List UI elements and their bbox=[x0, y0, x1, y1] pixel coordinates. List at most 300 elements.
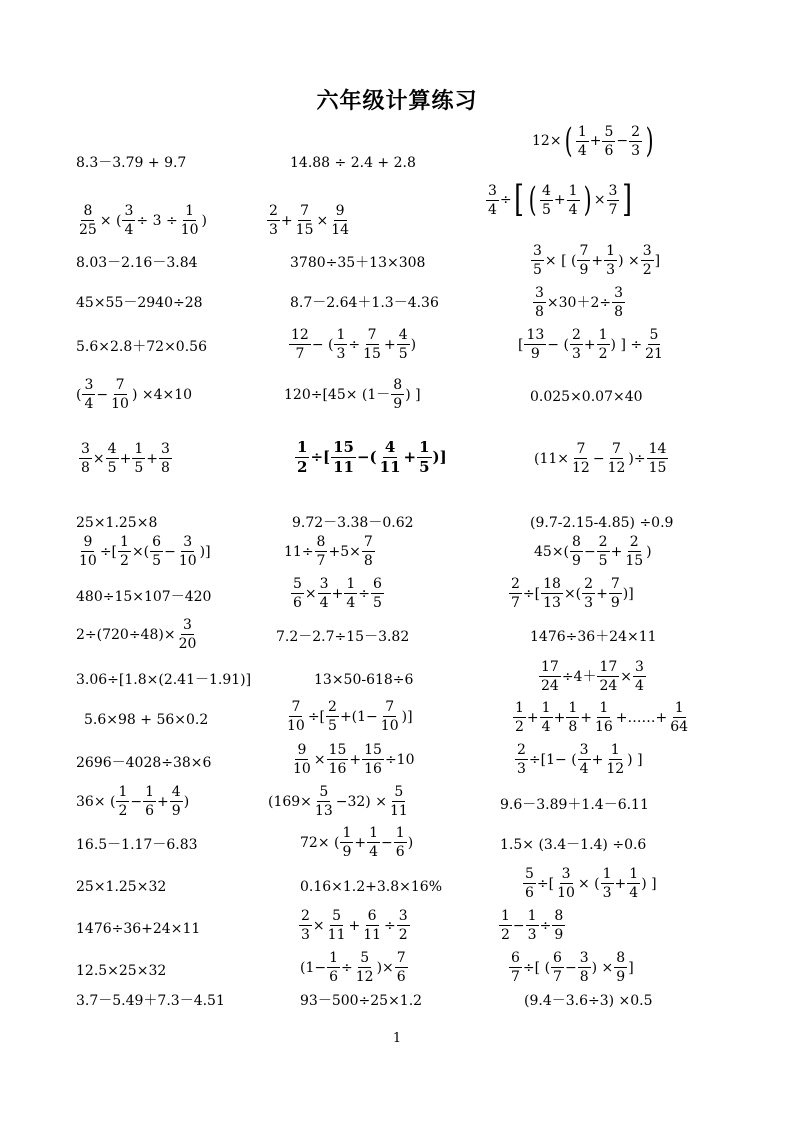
expr-text: ] bbox=[628, 959, 634, 976]
fraction bbox=[267, 204, 280, 237]
numerator: 1 bbox=[577, 123, 587, 140]
expr-text: (11× bbox=[534, 450, 570, 467]
expr-text: ) bbox=[201, 212, 207, 229]
numerator: 3 bbox=[84, 377, 94, 393]
fraction bbox=[524, 328, 546, 361]
fraction bbox=[82, 378, 95, 411]
problem-r7c3 bbox=[534, 442, 669, 475]
fraction bbox=[533, 286, 546, 319]
expr-text: + bbox=[349, 751, 362, 768]
operator: − bbox=[616, 133, 629, 149]
expr-text: × bbox=[316, 212, 329, 229]
expr-text: +……+ bbox=[615, 709, 668, 726]
expr-text: ÷[1− ( bbox=[528, 751, 577, 768]
fraction bbox=[668, 701, 690, 734]
expr-text: 11÷ bbox=[284, 543, 314, 560]
problem-r8c1: 25×1.25×8 bbox=[76, 515, 158, 531]
operator: + bbox=[589, 133, 602, 149]
problem-r1c3 bbox=[532, 121, 656, 161]
fraction bbox=[361, 328, 383, 361]
problem-r9c2 bbox=[284, 535, 376, 568]
problem-r14c1: 2696－4028÷38×6 bbox=[76, 755, 212, 771]
problem-r17c2: 0.16×1.2+3.8×16% bbox=[300, 879, 443, 895]
denominator: 7 bbox=[295, 346, 305, 362]
denominator: 6 bbox=[604, 142, 614, 159]
denominator: 4 bbox=[319, 595, 329, 611]
expr-text: + bbox=[591, 252, 604, 269]
fraction bbox=[523, 867, 536, 900]
numerator: 7 bbox=[363, 534, 373, 550]
fraction bbox=[601, 867, 614, 900]
fraction bbox=[627, 867, 640, 900]
fraction bbox=[289, 328, 311, 361]
denominator: 5 bbox=[598, 553, 608, 569]
problem-r20c1: 3.7－5.49＋7.3－4.51 bbox=[76, 993, 225, 1009]
expr-text: − bbox=[592, 450, 605, 467]
denominator: 21 bbox=[645, 346, 663, 362]
denominator: 7 bbox=[316, 553, 326, 569]
expr-text: × bbox=[620, 668, 633, 685]
denominator: 5 bbox=[541, 201, 551, 218]
denominator: 4 bbox=[568, 201, 578, 218]
denominator: 3 bbox=[336, 346, 346, 362]
problem-r2c1 bbox=[76, 204, 207, 237]
fraction bbox=[77, 204, 99, 237]
fraction bbox=[388, 785, 410, 818]
open-paren: ( bbox=[564, 121, 573, 161]
fraction bbox=[499, 909, 512, 942]
denominator: 4 bbox=[369, 844, 379, 860]
numerator: 7 bbox=[367, 327, 377, 343]
problem-r5c1: 5.6×2.8＋72×0.56 bbox=[76, 339, 207, 355]
expr-text: + bbox=[580, 709, 592, 726]
fraction bbox=[299, 909, 312, 942]
problem-r5c3 bbox=[518, 328, 666, 361]
expr-text: )] bbox=[432, 448, 447, 466]
expr-text: )] bbox=[622, 585, 634, 602]
expr-text: ÷ bbox=[358, 585, 370, 602]
fraction bbox=[109, 378, 131, 411]
numerator: 14 bbox=[648, 441, 667, 457]
denominator: 15 bbox=[648, 460, 667, 476]
fraction bbox=[551, 951, 564, 984]
expr-text: )÷ bbox=[628, 450, 646, 467]
problem-r16c1: 16.5－1.17－6.83 bbox=[76, 837, 198, 853]
denominator: 2 bbox=[120, 553, 129, 569]
numerator: 9 bbox=[335, 203, 345, 219]
fraction bbox=[118, 535, 131, 568]
numerator: 17 bbox=[599, 659, 618, 675]
expr-text: − bbox=[164, 543, 176, 560]
denominator: 2 bbox=[501, 927, 510, 943]
numerator: 1 bbox=[541, 700, 551, 716]
problem-r13c2 bbox=[284, 700, 413, 733]
fraction bbox=[340, 826, 353, 859]
denominator: 13 bbox=[543, 595, 561, 611]
denominator: 10 bbox=[557, 885, 575, 901]
fraction bbox=[417, 440, 431, 475]
numerator: 8 bbox=[393, 377, 403, 393]
denominator: 7 bbox=[608, 201, 618, 218]
denominator: 4 bbox=[124, 222, 134, 238]
denominator: 4 bbox=[84, 396, 94, 412]
denominator: 9 bbox=[572, 553, 581, 569]
denominator: 3 bbox=[631, 142, 641, 159]
denominator: 64 bbox=[670, 719, 689, 735]
denominator: 5 bbox=[372, 595, 382, 611]
numerator: 3 bbox=[183, 617, 192, 633]
denominator: 11 bbox=[363, 927, 382, 943]
problem-r12c3 bbox=[538, 660, 647, 693]
denominator: 15 bbox=[363, 346, 381, 362]
numerator: 15 bbox=[333, 438, 354, 456]
denominator: 11 bbox=[379, 458, 401, 476]
fraction bbox=[116, 785, 129, 818]
numerator: 1 bbox=[527, 908, 537, 924]
expr-text: ) ] bbox=[641, 875, 657, 892]
page-number: 1 bbox=[392, 1031, 402, 1046]
denominator: 10 bbox=[178, 553, 197, 569]
expr-text: + bbox=[354, 834, 367, 851]
expr-text: 36× ( bbox=[76, 793, 116, 810]
expr-text: ) ] ÷ bbox=[610, 336, 643, 353]
numerator: 3 bbox=[319, 576, 329, 592]
problem-r2c3 bbox=[485, 179, 635, 220]
problem-r9c1 bbox=[76, 535, 211, 568]
numerator: 5 bbox=[525, 866, 534, 882]
fraction bbox=[315, 535, 328, 568]
problem-r2c2 bbox=[266, 204, 352, 237]
expr-text: −( bbox=[356, 448, 377, 466]
fraction bbox=[378, 440, 403, 475]
fraction bbox=[576, 125, 589, 158]
numerator: 3 bbox=[124, 203, 134, 219]
expr-text: + bbox=[348, 917, 361, 934]
numerator: 7 bbox=[396, 950, 406, 966]
expr-text: [ bbox=[518, 336, 524, 353]
problem-r1c1: 8.3－3.79 + 9.7 bbox=[76, 155, 187, 171]
numerator: 7 bbox=[291, 699, 301, 715]
denominator: 5 bbox=[398, 346, 408, 362]
denominator: 5 bbox=[107, 460, 117, 476]
fraction bbox=[604, 743, 626, 776]
denominator: 15 bbox=[625, 553, 644, 569]
fraction bbox=[362, 535, 375, 568]
denominator: 7 bbox=[511, 969, 520, 985]
expr-text: ÷[ bbox=[307, 708, 326, 725]
denominator: 12 bbox=[606, 761, 625, 777]
fraction bbox=[541, 577, 563, 610]
fraction bbox=[606, 442, 628, 475]
numerator: 2 bbox=[517, 742, 526, 758]
expr-text: + bbox=[526, 709, 539, 726]
denominator: 8 bbox=[614, 304, 624, 320]
fraction bbox=[540, 184, 553, 217]
problem-r7c2 bbox=[294, 440, 447, 475]
denominator: 8 bbox=[535, 304, 544, 320]
denominator: 9 bbox=[554, 927, 564, 943]
numerator: 1 bbox=[145, 784, 155, 800]
denominator: 16 bbox=[328, 761, 347, 777]
fraction bbox=[515, 743, 528, 776]
open-bracket: [ bbox=[513, 179, 524, 220]
fraction bbox=[334, 328, 347, 361]
expr-text: ) bbox=[183, 793, 190, 810]
expr-text: 2÷(720÷48)× bbox=[76, 626, 176, 643]
problem-r19c1: 12.5×25×32 bbox=[76, 963, 167, 979]
expr-text: ) × bbox=[618, 252, 640, 269]
numerator: 5 bbox=[360, 950, 370, 966]
expr-text: + bbox=[331, 585, 344, 602]
denominator: 20 bbox=[178, 636, 197, 652]
fraction bbox=[106, 442, 119, 475]
expr-text: + bbox=[146, 450, 158, 467]
fraction bbox=[509, 577, 522, 610]
expr-text: ÷[ bbox=[310, 448, 331, 466]
denominator: 8 bbox=[363, 553, 373, 569]
denominator: 3 bbox=[571, 346, 581, 362]
denominator: 8 bbox=[160, 460, 170, 476]
numerator: 1 bbox=[515, 700, 524, 716]
expr-text: × bbox=[304, 585, 317, 602]
fraction bbox=[122, 204, 135, 237]
problem-r19c3 bbox=[508, 951, 634, 984]
numerator: 2 bbox=[584, 576, 594, 592]
expr-text: × ( bbox=[99, 212, 122, 229]
numerator: 7 bbox=[612, 441, 621, 457]
denominator: 4 bbox=[577, 142, 587, 159]
numerator: 3 bbox=[488, 182, 497, 199]
numerator: 2 bbox=[631, 123, 641, 140]
expr-text: 12× bbox=[532, 133, 562, 149]
expr-text: ×( bbox=[563, 585, 582, 602]
numerator: 4 bbox=[398, 327, 408, 343]
problem-r8c3: (9.7-2.15-4.85) ÷0.9 bbox=[530, 515, 674, 531]
expr-text: ÷ bbox=[348, 336, 361, 353]
denominator: 16 bbox=[364, 761, 382, 777]
numerator: 3 bbox=[635, 659, 644, 675]
denominator: 9 bbox=[616, 969, 626, 985]
expr-text: + bbox=[280, 212, 293, 229]
denominator: 3 bbox=[269, 222, 278, 238]
fraction bbox=[486, 184, 499, 217]
close-bracket: ] bbox=[622, 179, 633, 220]
fraction bbox=[327, 743, 349, 776]
fraction bbox=[641, 244, 654, 277]
problem-r13c3 bbox=[512, 701, 691, 734]
problem-r20c3: (9.4－3.6÷3) ×0.5 bbox=[524, 993, 653, 1009]
expr-text: − ( bbox=[311, 336, 334, 353]
fraction bbox=[597, 535, 610, 568]
expr-text: ÷ 3 ÷ bbox=[136, 212, 178, 229]
numerator: 4 bbox=[541, 182, 551, 199]
numerator: 2 bbox=[571, 327, 581, 343]
numerator: 3 bbox=[535, 285, 544, 301]
problem-r4c1: 45×55－2940÷28 bbox=[76, 295, 203, 311]
denominator: 11 bbox=[333, 458, 354, 476]
expr-text: ×( bbox=[131, 543, 150, 560]
numerator: 6 bbox=[511, 950, 520, 966]
denominator: 9 bbox=[342, 844, 352, 860]
denominator: 3 bbox=[527, 927, 537, 943]
numerator: 8 bbox=[83, 203, 93, 219]
fraction bbox=[177, 535, 199, 568]
fraction bbox=[326, 700, 339, 733]
denominator: 10 bbox=[293, 761, 311, 777]
fraction bbox=[570, 328, 583, 361]
fraction bbox=[633, 660, 646, 693]
numerator: 2 bbox=[629, 534, 639, 550]
problem-r14c2 bbox=[290, 743, 415, 776]
denominator: 6 bbox=[395, 844, 405, 860]
close-paren: ) bbox=[645, 121, 654, 161]
fraction bbox=[607, 184, 620, 217]
numerator: 3 bbox=[608, 182, 618, 199]
fraction bbox=[397, 909, 410, 942]
fraction bbox=[294, 204, 316, 237]
denominator: 4 bbox=[629, 885, 639, 901]
denominator: 6 bbox=[293, 595, 302, 611]
problem-r4c3 bbox=[532, 286, 626, 319]
numerator: 3 bbox=[579, 742, 589, 758]
fraction bbox=[291, 577, 304, 610]
numerator: 7 bbox=[115, 377, 125, 393]
numerator: 12 bbox=[291, 327, 309, 343]
problem-r6c2 bbox=[284, 378, 421, 411]
expr-text: (169× bbox=[268, 793, 312, 810]
expr-text: )× bbox=[376, 959, 394, 976]
problem-r16c3: 1.5× (3.4－1.4) ÷0.6 bbox=[500, 837, 647, 853]
denominator: 2 bbox=[598, 346, 608, 362]
expr-text: (1− bbox=[300, 959, 327, 976]
problem-r17c1: 25×1.25×32 bbox=[76, 879, 167, 895]
numerator: 6 bbox=[372, 576, 382, 592]
fraction bbox=[362, 743, 384, 776]
denominator: 2 bbox=[642, 262, 652, 278]
numerator: 3 bbox=[398, 908, 408, 924]
problem-r3c2: 3780÷35＋13×308 bbox=[290, 255, 426, 271]
numerator: 3 bbox=[579, 950, 589, 966]
page-title: 六年级计算练习 bbox=[316, 88, 478, 114]
denominator: 11 bbox=[389, 803, 408, 819]
denominator: 3 bbox=[606, 262, 616, 278]
fraction bbox=[285, 700, 307, 733]
fraction bbox=[394, 826, 407, 859]
fraction bbox=[132, 442, 145, 475]
expr-text: ( bbox=[76, 386, 82, 403]
numerator: 1 bbox=[120, 534, 129, 550]
fraction bbox=[326, 909, 348, 942]
numerator: 15 bbox=[328, 742, 347, 758]
numerator: 9 bbox=[83, 534, 93, 550]
fraction bbox=[170, 785, 183, 818]
expr-text: × ( bbox=[577, 875, 600, 892]
fraction bbox=[291, 743, 313, 776]
fraction bbox=[593, 701, 615, 734]
expr-text: − bbox=[130, 793, 143, 810]
numerator: 1 bbox=[629, 866, 639, 882]
fraction bbox=[150, 535, 163, 568]
expr-text: + bbox=[583, 336, 596, 353]
numerator: 1 bbox=[599, 700, 609, 716]
problem-r1c2: 14.88 ÷ 2.4 + 2.8 bbox=[290, 155, 416, 171]
denominator: 16 bbox=[594, 719, 613, 735]
numerator: 1 bbox=[419, 438, 430, 456]
expr-text: × bbox=[313, 751, 326, 768]
problem-r19c2 bbox=[300, 951, 409, 984]
numerator: 1 bbox=[134, 441, 144, 457]
numerator: 5 bbox=[394, 784, 404, 800]
fraction bbox=[629, 125, 642, 158]
expr-text: ÷[ bbox=[99, 543, 118, 560]
numerator: 4 bbox=[107, 441, 117, 457]
expr-text: × bbox=[593, 192, 606, 208]
numerator: 1 bbox=[369, 825, 379, 841]
fraction bbox=[577, 244, 590, 277]
denominator: 7 bbox=[553, 969, 562, 985]
expr-text: ) × bbox=[591, 959, 614, 976]
problem-r18c1: 1476÷36+24×11 bbox=[76, 921, 201, 937]
denominator: 2 bbox=[398, 927, 408, 943]
fraction bbox=[555, 867, 577, 900]
numerator: 1 bbox=[606, 243, 616, 259]
fraction bbox=[526, 909, 539, 942]
fraction bbox=[143, 785, 156, 818]
denominator: 6 bbox=[525, 885, 534, 901]
problem-r11c3: 1476÷36＋24×11 bbox=[530, 629, 657, 645]
expr-text: + bbox=[553, 192, 566, 208]
problem-r20c2: 93－500÷25×1.2 bbox=[300, 993, 423, 1009]
problem-r9c3 bbox=[534, 535, 652, 568]
denominator: 5 bbox=[152, 553, 162, 569]
denominator: 12 bbox=[355, 969, 374, 985]
fraction bbox=[395, 951, 408, 984]
denominator: 15 bbox=[295, 222, 314, 238]
denominator: 5 bbox=[134, 460, 144, 476]
problem-r11c1 bbox=[76, 618, 199, 651]
problem-r18c2 bbox=[298, 909, 411, 942]
denominator: 9 bbox=[393, 396, 403, 412]
expr-text: +5× bbox=[328, 543, 361, 560]
problem-r17c3 bbox=[522, 867, 657, 900]
expr-text: ) bbox=[410, 336, 417, 353]
numerator: 1 bbox=[342, 825, 352, 841]
expr-text: 120÷[45× (1－ bbox=[284, 386, 391, 403]
numerator: 3 bbox=[561, 866, 571, 882]
numerator: 1 bbox=[297, 438, 308, 456]
numerator: 1 bbox=[185, 203, 195, 219]
fraction bbox=[361, 909, 383, 942]
expr-text: + bbox=[157, 793, 169, 810]
fraction bbox=[578, 743, 591, 776]
expr-text: − bbox=[564, 959, 577, 976]
problem-r7c1 bbox=[78, 442, 173, 475]
numerator: 5 bbox=[319, 784, 329, 800]
denominator: 5 bbox=[328, 718, 337, 734]
denominator: 2 bbox=[515, 719, 524, 735]
denominator: 10 bbox=[180, 222, 199, 238]
denominator: 3 bbox=[517, 761, 526, 777]
numerator: 7 bbox=[576, 441, 586, 457]
fraction bbox=[513, 701, 526, 734]
expr-text: ÷ bbox=[539, 917, 552, 934]
numerator: 4 bbox=[384, 438, 396, 456]
numerator: 5 bbox=[604, 123, 614, 140]
numerator: 2 bbox=[598, 534, 608, 550]
expr-text: ] bbox=[654, 252, 661, 269]
expr-text: + bbox=[596, 585, 608, 602]
numerator: 2 bbox=[301, 908, 310, 924]
